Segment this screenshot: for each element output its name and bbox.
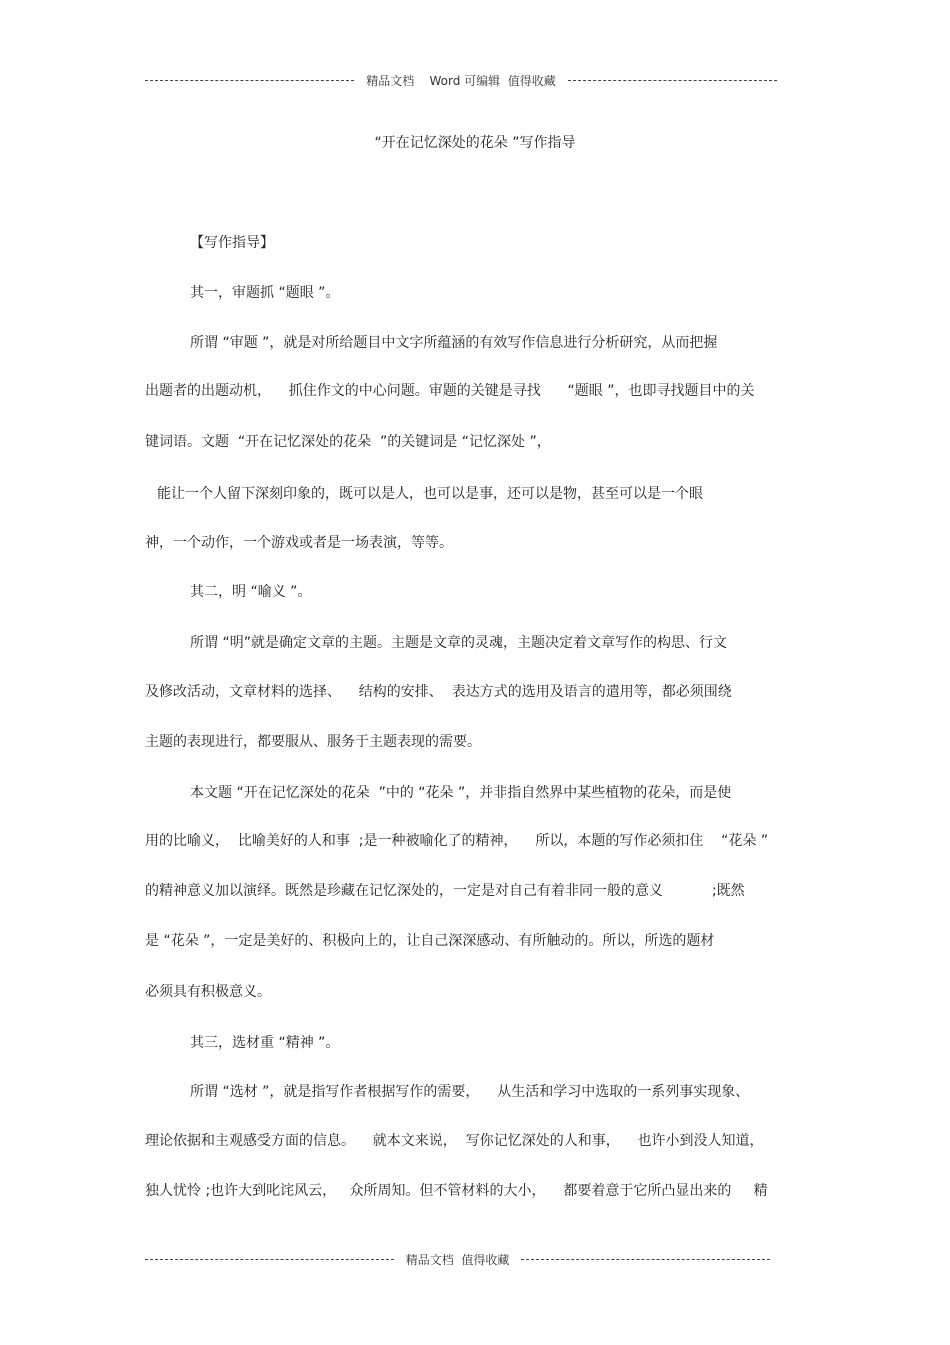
- paragraph-line: 神，一个动作，一个游戏或者是一场表演，等等。: [145, 535, 453, 551]
- paragraph-line: 主题的表现进行，都要服从、服务于主题表现的需要。: [145, 734, 481, 750]
- paragraph-line: 用的比喻义， 比喻美好的人和事 ;是一种被喻化了的精神， 所以，本题的写作必须扣住 “花朵 ”: [145, 833, 769, 849]
- section-heading: 【写作指导】: [190, 235, 274, 251]
- paragraph-line: 是 “花朵 ”，一定是美好的、积极向上的，让自己深深感动、有所触动的。所以，所选的题材: [145, 933, 715, 949]
- paragraph-line: 键词语。文题 “开在记忆深处的花朵 ”的关键词是 “记忆深处 ”，: [145, 434, 551, 450]
- paragraph-line: 的精神意义加以演绎。既然是珍藏在记忆深处的，一定是对自己有着非同一般的意义 ;既然: [145, 883, 745, 899]
- header-dashes-left: [145, 80, 354, 81]
- paragraph-line: 独人忧怜 ;也许大到叱诧风云， 众所周知。但不管材料的大小， 都要着意于它所凸显出来的 精: [145, 1183, 768, 1199]
- footer-dashes-left: [145, 1259, 394, 1260]
- paragraph-line: 所谓 “审题 ”，就是对所给题目中文字所蕴涵的有效写作信息进行分析研究，从而把握: [190, 335, 718, 351]
- point-heading-3: 其三，选材重 “精神 ”。: [190, 1035, 340, 1051]
- paragraph-line: 所谓 “选材 ”，就是指写作者根据写作的需要， 从生活和学习中选取的一系列事实现象、: [190, 1084, 750, 1100]
- paragraph-line: 本文题 “开在记忆深处的花朵 ”中的 “花朵 ”，并非指自然界中某些植物的花朵，而是使: [190, 785, 732, 801]
- paragraph-line: 所谓 “明”就是确定文章的主题。主题是文章的灵魂，主题决定着文章写作的构思、行文: [190, 635, 727, 651]
- page-footer: [145, 1251, 770, 1268]
- header-dashes-right: [568, 80, 777, 81]
- page-header: [145, 72, 777, 89]
- paragraph-line: 必须具有积极意义。: [145, 984, 271, 1000]
- header-text: 精品文档 Word 可编辑 值得收藏: [366, 74, 556, 88]
- footer-dashes-right: [521, 1259, 770, 1260]
- paragraph-line: 出题者的出题动机， 抓住作文的中心问题。审题的关键是寻找 “题眼 ”，也即寻找题目中的关: [145, 383, 755, 399]
- paragraph-line: 理论依据和主观感受方面的信息。 就本文来说， 写你记忆深处的人和事， 也许小到没人知道，: [145, 1133, 764, 1149]
- document-title: “开在记忆深处的花朵 ”写作指导: [374, 135, 576, 151]
- footer-text: 精品文档 值得收藏: [405, 1253, 510, 1267]
- paragraph-line: 及修改活动，文章材料的选择、 结构的安排、 表达方式的选用及语言的遣用等，都必须围绕: [145, 684, 732, 700]
- paragraph-line: 能让一个人留下深刻印象的，既可以是人，也可以是事，还可以是物，甚至可以是一个眼: [157, 486, 703, 502]
- point-heading-2: 其二，明 “喻义 ”。: [190, 584, 312, 600]
- point-heading-1: 其一，审题抓 “题眼 ”。: [190, 285, 340, 301]
